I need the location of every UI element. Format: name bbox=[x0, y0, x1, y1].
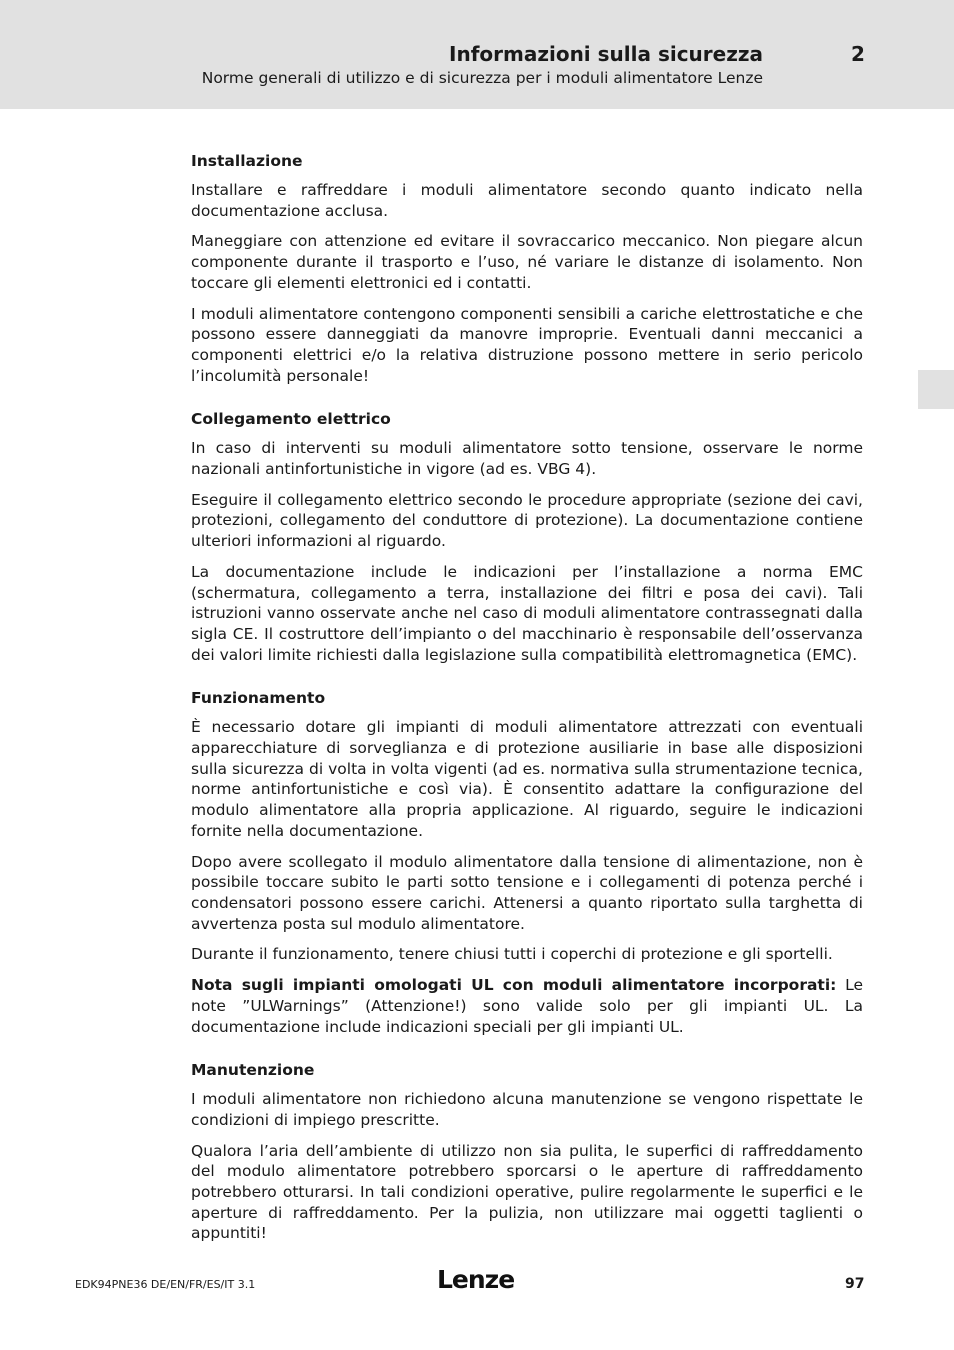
document-code: EDK94PNE36 DE/EN/FR/ES/IT 3.1 bbox=[75, 1278, 256, 1291]
paragraph: Maneggiare con attenzione ed evitare il sovraccarico meccanico. Non piegare alcun componente durante il trasporto e l’uso, né variare le distanze di isolamento. Non toccare gli elementi elettronici ed i contatti. bbox=[191, 232, 863, 292]
page-number: 97 bbox=[845, 1276, 865, 1292]
chapter-side-tab bbox=[918, 370, 954, 409]
ul-note-lead: Nota sugli impianti omologati UL con moduli alimentatore incorporati: bbox=[191, 976, 837, 995]
paragraph: I moduli alimentatore non richiedono alcuna manutenzione se vengono rispettate le condizioni di impiego prescritte. bbox=[191, 1090, 863, 1129]
section-heading: Funzionamento bbox=[191, 689, 326, 708]
section-heading: Installazione bbox=[191, 152, 303, 170]
paragraph: Installare e raffreddare i moduli alimentatore secondo quanto indicato nella documentazione acclusa. bbox=[191, 181, 863, 220]
paragraph: Eseguire il collegamento elettrico secondo le procedure appropriate (sezione dei cavi, protezioni, collegamento del conduttore di protezione). La documentazione contiene ulteriori informazioni al riguardo. bbox=[191, 490, 863, 551]
header-subtitle: Norme generali di utilizzo e di sicurezza per i moduli alimentatore Lenze bbox=[201, 69, 763, 87]
section-collegamento-elettrico bbox=[191, 408, 863, 665]
section-funzionamento bbox=[191, 687, 863, 1037]
section-installazione bbox=[191, 150, 863, 386]
header-title: Informazioni sulla sicurezza bbox=[449, 42, 763, 66]
page-header bbox=[0, 0, 954, 109]
section-manutenzione bbox=[191, 1059, 863, 1244]
ul-note-paragraph bbox=[191, 975, 863, 1037]
paragraph: La documentazione include le indicazioni per l’installazione a norma EMC (schermatura, collegamento a terra, installazione dei filtri e posa dei cavi). Tali istruzioni vanno osservate anche nel caso di moduli alimentatore contrassegnati dalla sigla CE. Il costruttore dell’impianto o del macchinario è responsabile dell’osservanza dei valori limite richiesti dalla legislazione sulla compatibilità elettromagnetica (EMC). bbox=[191, 562, 863, 664]
paragraph: È necessario dotare gli impianti di moduli alimentatore attrezzati con eventuali apparecchiature di sorveglianza e di protezione ausiliarie in base alle disposizioni sulla sicurezza di volta in volta vigenti (ad es. normativa sulla strumentazione tecnica, norme antinfortunistiche e così via). È consentito adattare la configurazione del modulo alimentatore alla propria applicazione. Al riguardo, seguire le indicazioni fornite nella documentazione. bbox=[191, 718, 863, 840]
paragraph: Qualora l’aria dell’ambiente di utilizzo non sia pulita, le superfici di raffreddamento del modulo alimentatore potrebbero sporcarsi o le aperture di raffreddamento potrebbero otturarsi. In tali condizioni operative, pulire regolarmente le superfici e le aperture di raffreddamento. Per la pulizia, non utilizzare mai oggetti taglienti o appuntiti! bbox=[191, 1141, 863, 1243]
lenze-logo: Lenze bbox=[437, 1265, 515, 1294]
paragraph: In caso di interventi su moduli alimentatore sotto tensione, osservare le norme nazionali antinfortunistiche in vigore (ad es. VBG 4). bbox=[191, 439, 863, 479]
ul-note-text: Le note ”ULWarnings” (Attenzione!) sono valide solo per gli impianti UL. La documentazione include indicazioni speciali per gli impianti UL. bbox=[191, 976, 863, 1036]
paragraph: Durante il funzionamento, tenere chiusi tutti i coperchi di protezione e gli sportelli. bbox=[191, 945, 833, 964]
section-heading: Manutenzione bbox=[191, 1061, 315, 1080]
page-content bbox=[191, 150, 863, 1266]
paragraph: I moduli alimentatore contengono componenti sensibili a cariche elettrostatiche e che possono essere danneggiati da manovre improprie. Eventuali danni meccanici a componenti elettrici e/o la relativa distruzione possono mettere in serio pericolo l’incolumità personale! bbox=[191, 304, 863, 385]
section-heading: Collegamento elettrico bbox=[191, 410, 391, 429]
paragraph: Dopo avere scollegato il modulo alimentatore dalla tensione di alimentazione, non è possibile toccare subito le parti sotto tensione e i collegamenti di potenza perché i condensatori possono essere carichi. Attenersi a quanto riportato sulla targhetta di avvertenza posta sul modulo alimentatore. bbox=[191, 852, 863, 933]
chapter-number: 2 bbox=[851, 42, 865, 66]
